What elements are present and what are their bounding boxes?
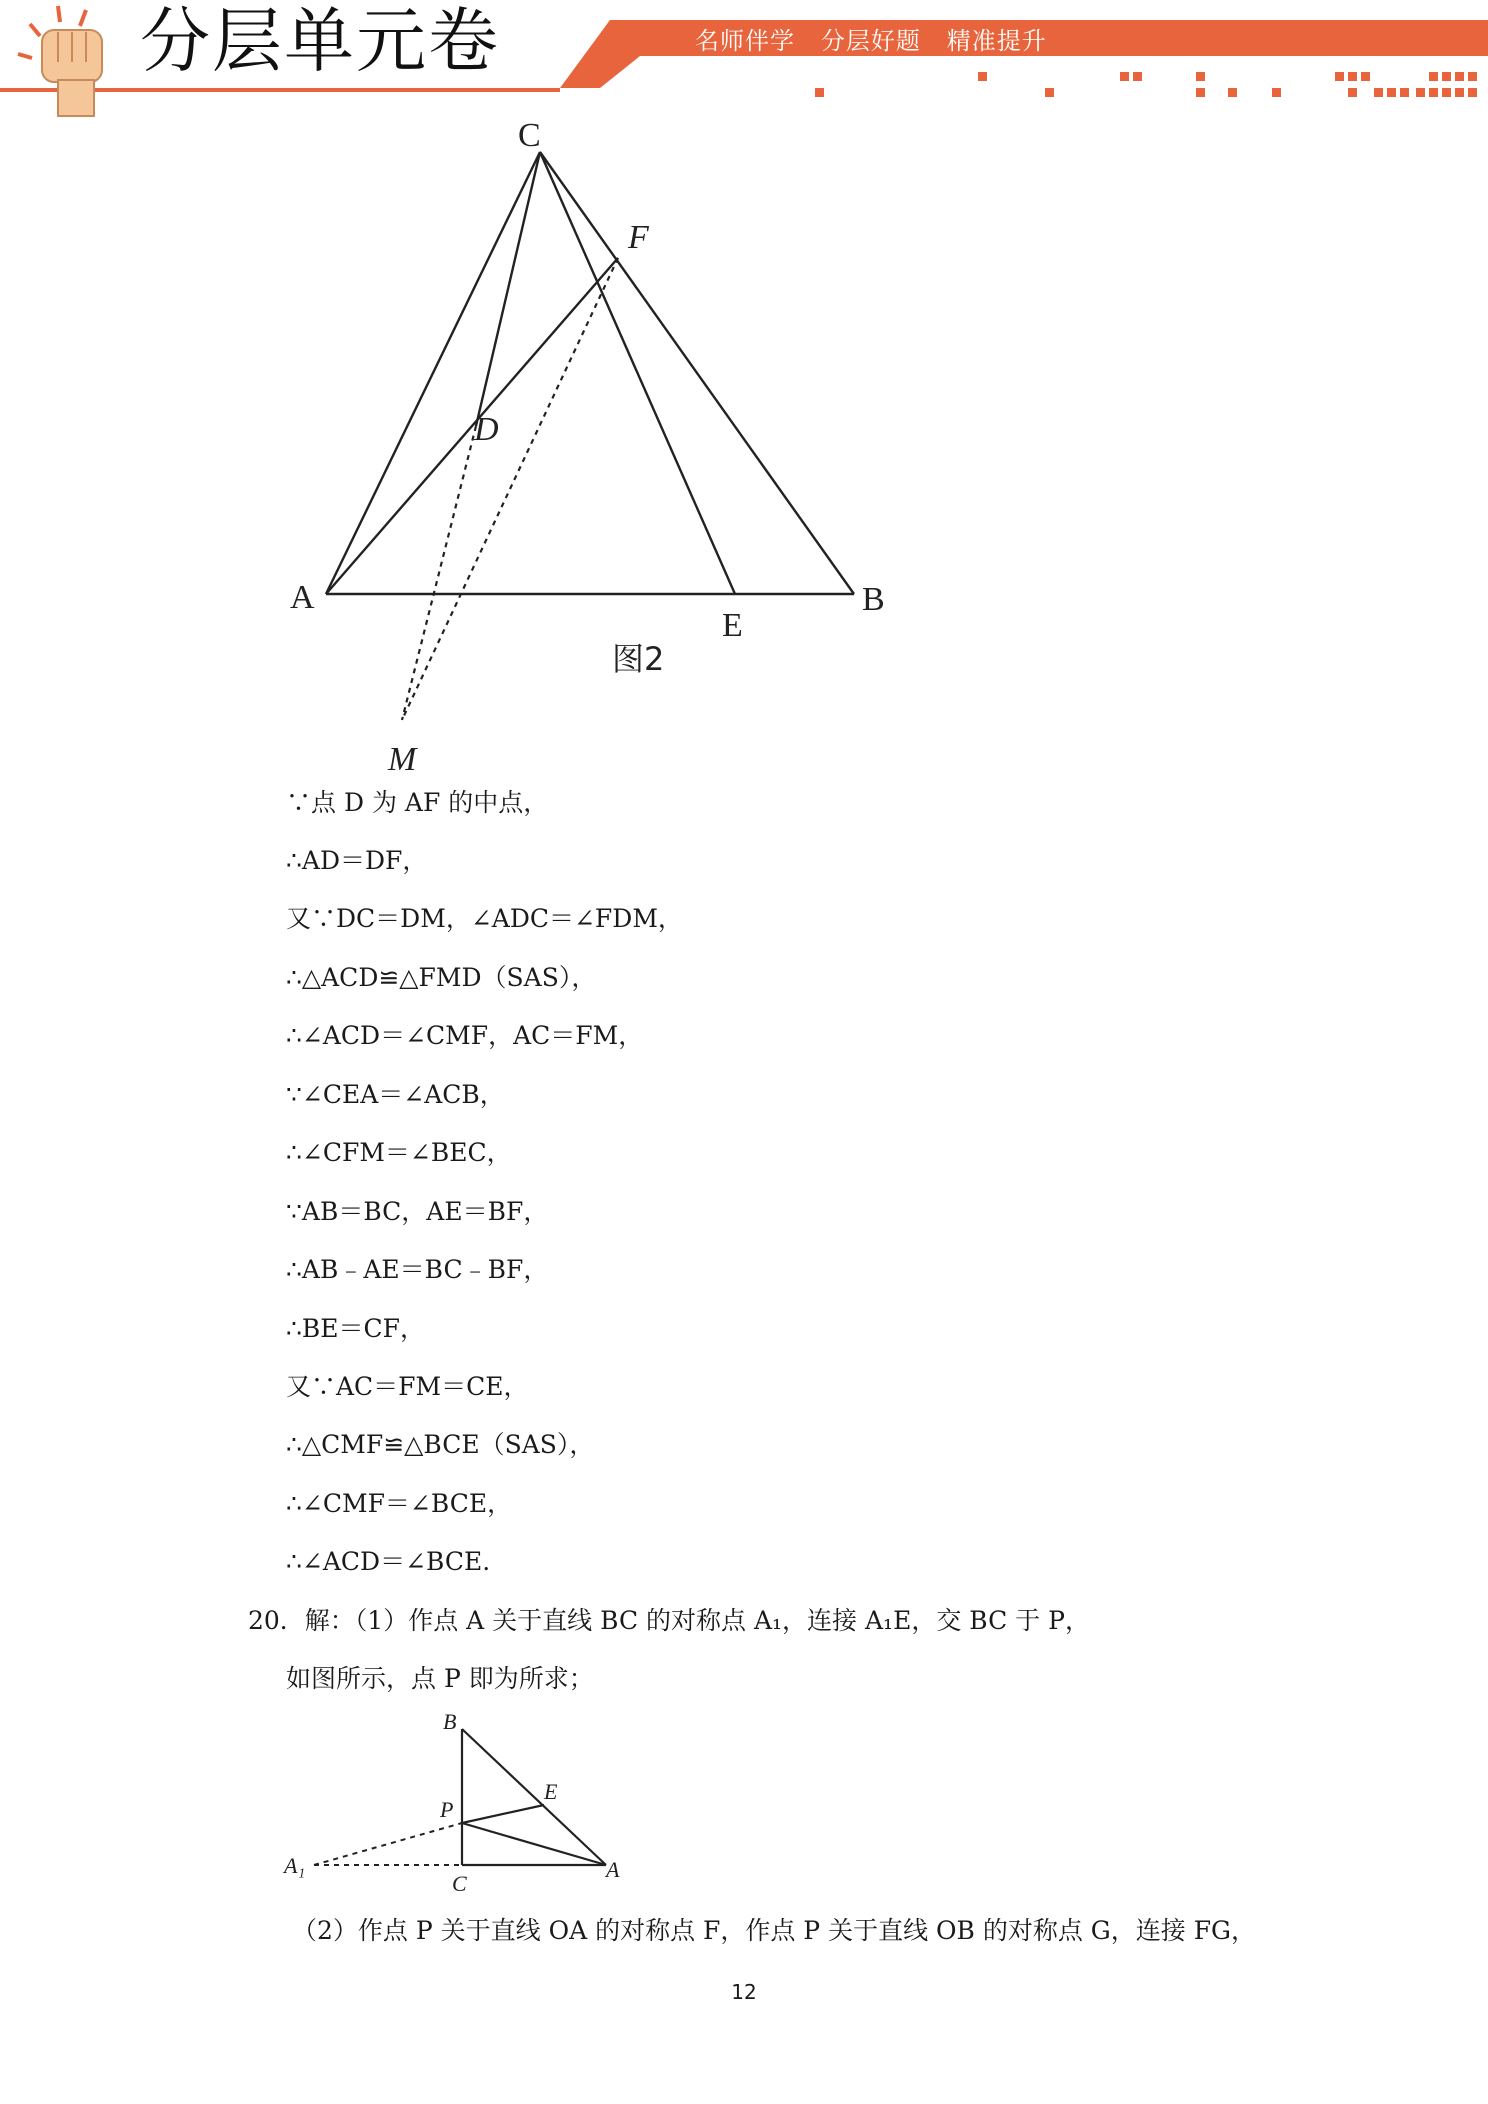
question-20-line2: 如图所示，点 P 即为所求； [286,1664,594,1693]
proof-line: ∴BE＝CF， [286,1314,426,1343]
proof-line: ∴∠CMF＝∠BCE， [286,1489,513,1518]
proof-line: ∴∠CFM＝∠BEC， [286,1138,512,1167]
label-f: F [628,219,649,256]
segment-pe [462,1805,544,1823]
segment-af [326,258,618,594]
proof-line: ∴△CMF≌△BCE（SAS）， [286,1430,595,1459]
proof-line: ∴AB﹣AE＝BC﹣BF， [286,1255,549,1284]
proof-line: ∴△ACD≌△FMD（SAS）， [286,963,597,992]
header-slogan: 名师伴学 分层好题 精准提升 [695,27,1047,55]
label-d: D [474,411,499,448]
label-e: E [544,1779,558,1804]
segment-a1p-dashed [314,1823,462,1865]
label-a1: A₁ [284,1853,306,1878]
proof-line: ∴∠ACD＝∠CMF，AC＝FM， [286,1021,644,1050]
label-c: C [518,117,541,154]
page-number: 12 [731,1980,757,2004]
decorative-squares [815,72,1477,97]
question-20-part2: （2）作点 P 关于直线 OA 的对称点 F，作点 P 关于直线 OB 的对称点 G，连接 FG， [292,1916,1257,1945]
proof-line: ∴AD＝DF， [286,846,428,875]
segment-dm-dashed [402,426,476,720]
question-20-intro: 20．解：（1）作点 A 关于直线 BC 的对称点 A₁，连接 A₁E，交 BC 于 P， [248,1606,1090,1635]
segment-cb [540,152,854,594]
brand-title: 分层单元卷 [140,0,500,82]
fist-icon [18,6,102,116]
label-m: M [388,741,417,778]
label-p: P [440,1797,454,1822]
proof-line: 又∵AC＝FM＝CE， [286,1372,529,1401]
segment-fm-dashed [402,258,618,720]
proof-line: ∵点 D 为 AF 的中点， [286,788,549,817]
proof-line: ∵AB＝BC，AE＝BF， [286,1197,549,1226]
label-c: C [452,1871,467,1896]
label-a: A [606,1857,620,1882]
label-b: B [862,581,885,618]
geometry-figure-q20 [280,1705,640,1905]
proof-line: 又∵DC＝DM，∠ADC＝∠FDM， [286,904,683,933]
segment-ac [326,152,540,594]
label-a: A [290,579,315,616]
proof-line: ∴∠ACD＝∠BCE. [286,1547,491,1576]
proof-line: ∵∠CEA＝∠ACB， [286,1080,505,1109]
label-b: B [443,1709,457,1734]
label-e: E [722,607,743,644]
page-header [0,0,1488,120]
figure-caption: 图2 [612,640,665,678]
geometry-figure-2 [270,110,950,780]
